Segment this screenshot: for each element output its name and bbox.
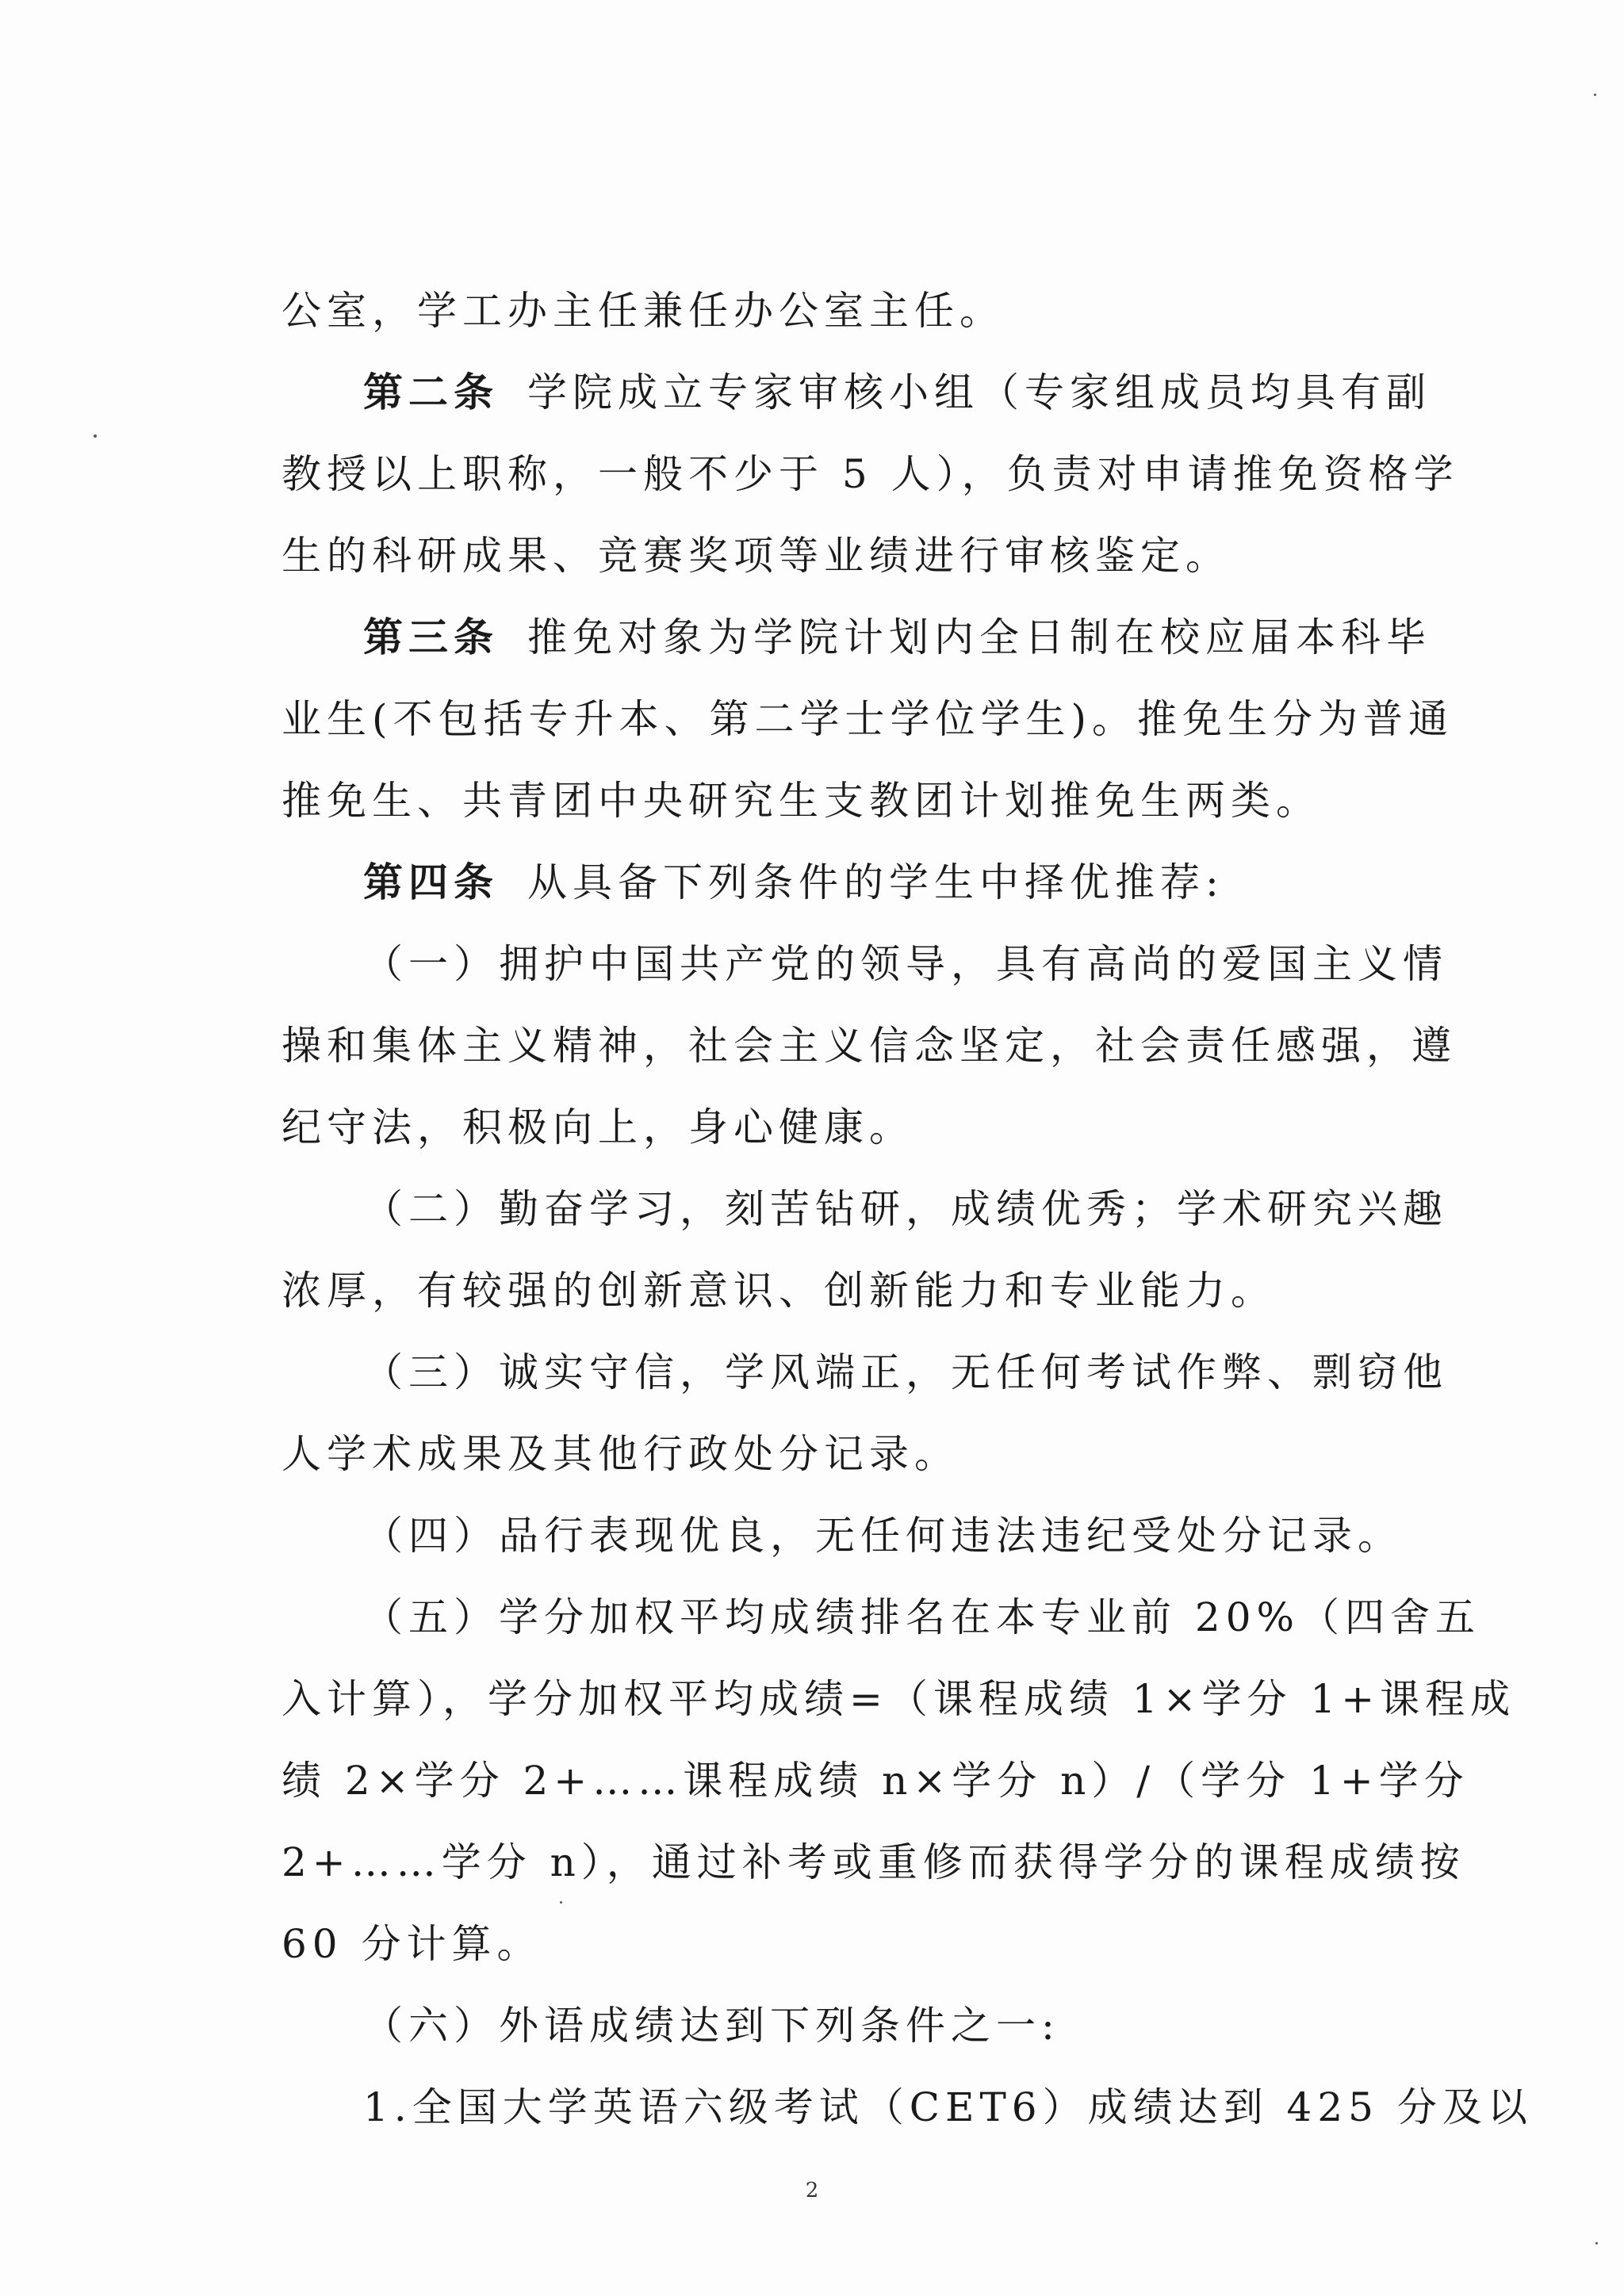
article-heading: 第四条 — [363, 859, 499, 905]
article-heading: 第二条 — [363, 369, 499, 415]
line-text: 推免对象为学院计划内全日制在校应届本科毕 — [527, 614, 1431, 660]
clause-5-line-5 — [282, 1920, 542, 1968]
line-text: 推免生、共青团中央研究生支教团计划推免生两类。 — [282, 778, 1321, 824]
clause-6-line-1 — [363, 2002, 1060, 2049]
line-text: 60 分计算。 — [282, 1921, 542, 1967]
clause-5-line-1 — [363, 1594, 1480, 1641]
article-4-line-1 — [363, 859, 1224, 906]
scan-speck — [1595, 2242, 1598, 2244]
line-text: 公室，学工办主任兼任办公室主任。 — [282, 288, 1005, 334]
line-text: （五）学分加权平均成绩排名在本专业前 20%（四舍五 — [363, 1594, 1481, 1640]
line-text: 纪守法，积极向上，身心健康。 — [282, 1104, 914, 1150]
clause-4-line-1 — [363, 1512, 1403, 1559]
line-text: 1.全国大学英语六级考试（CET6）成绩达到 425 分及以 — [363, 2084, 1533, 2130]
line-text: 操和集体主义精神，社会主义信念坚定，社会责任感强，遵 — [282, 1023, 1457, 1069]
line-text: 入计算），学分加权平均成绩=（课程成绩 1×学分 1+课程成 — [282, 1676, 1516, 1722]
article-2-line-1 — [363, 369, 1431, 416]
line-text: 2+……学分 n），通过补考或重修而获得学分的课程成绩按 — [282, 1839, 1465, 1885]
line-text: （六）外语成绩达到下列条件之一: — [363, 2003, 1060, 2049]
line-text: （三）诚实守信，学风端正，无任何考试作弊、剽窃他 — [363, 1349, 1448, 1395]
clause-1-line-2 — [282, 1022, 1457, 1070]
page-number: 2 — [805, 2179, 819, 2202]
clause-5-line-4 — [282, 1839, 1465, 1886]
clause-5-line-3 — [282, 1757, 1469, 1804]
scan-speck — [1594, 94, 1596, 96]
scan-speck — [94, 434, 97, 438]
line-text: 从具备下列条件的学生中择优推荐: — [527, 859, 1224, 905]
clause-1-line-1 — [363, 940, 1448, 988]
article-3-line-2 — [282, 695, 1454, 743]
article-3-line-1 — [363, 614, 1431, 661]
line-text: 生的科研成果、竞赛奖项等业绩进行审核鉴定。 — [282, 533, 1231, 579]
clause-3-line-1 — [363, 1349, 1448, 1396]
line-text: （一）拥护中国共产党的领导，具有高尚的爱国主义情 — [363, 941, 1448, 987]
line-text: 人学术成果及其他行政处分记录。 — [282, 1431, 959, 1477]
article-heading: 第三条 — [363, 614, 499, 660]
clause-2-line-1 — [363, 1185, 1448, 1233]
line-text: 绩 2×学分 2+……课程成绩 n×学分 n）/（学分 1+学分 — [282, 1758, 1469, 1804]
line-text: 教授以上职称，一般不少于 5 人），负责对申请推免资格学 — [282, 451, 1459, 497]
clause-6-item-1-line-1 — [363, 2084, 1533, 2131]
text-line-1 — [282, 287, 1005, 335]
line-text: 业生(不包括专升本、第二学士学位学生)。推免生分为普通 — [282, 696, 1454, 742]
line-text: 学院成立专家审核小组（专家组成员均具有副 — [527, 369, 1431, 415]
article-3-line-3 — [282, 777, 1321, 825]
line-text: （二）勤奋学习，刻苦钻研，成绩优秀；学术研究兴趣 — [363, 1186, 1448, 1232]
clause-2-line-2 — [282, 1267, 1276, 1314]
clause-5-line-2 — [282, 1675, 1515, 1723]
article-2-line-3 — [282, 532, 1231, 580]
clause-1-line-3 — [282, 1104, 914, 1151]
article-2-line-2 — [282, 450, 1459, 498]
line-text: 浓厚，有较强的创新意识、创新能力和专业能力。 — [282, 1268, 1276, 1314]
line-text: （四）品行表现优良，无任何违法违纪受处分记录。 — [363, 1513, 1403, 1559]
scan-speck — [560, 1901, 562, 1904]
clause-3-line-2 — [282, 1430, 959, 1478]
